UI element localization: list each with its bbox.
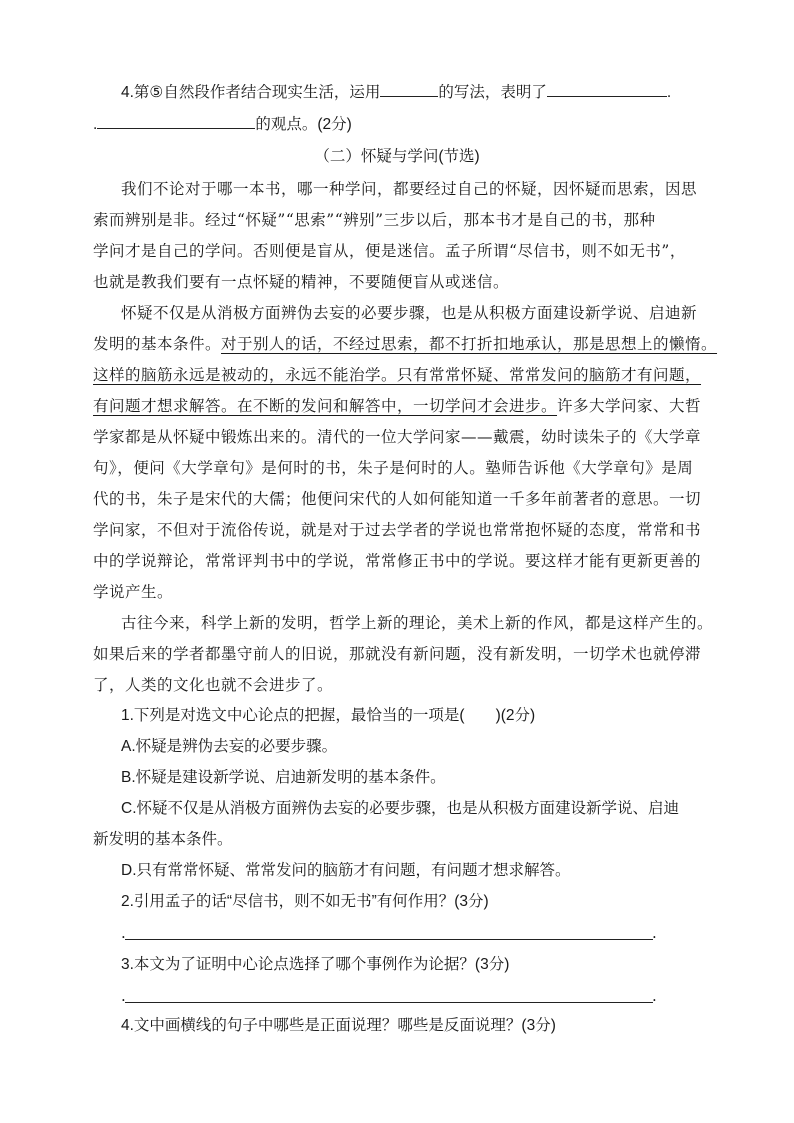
paragraph-2-line: 句》，便问《大学章句》是何时的书，朱子是何时的人。塾师告诉他《大学章句》是周: [93, 459, 694, 477]
answer-line-dot: .: [652, 924, 657, 942]
option-c-cont[interactable]: 新发明的基本条件。: [93, 831, 233, 848]
prev-q4-text-1: 4.第⑤自然段作者结合现实生活，运用: [121, 84, 381, 101]
paragraph-2-line: 学说产生。: [93, 583, 174, 601]
answer-blank[interactable]: [97, 112, 255, 129]
answer-line-dot: .: [121, 924, 126, 942]
paragraph-1-line: 索而辨别是非。经过“怀疑”“思索”“辨别”三步以后，那本书才是自己的书，那种: [93, 211, 656, 229]
answer-blank[interactable]: [547, 80, 667, 97]
paragraph-2-line: [93, 333, 794, 355]
question-2: 2.引用孟子的话“尽信书，则不如无书”有何作用？(3分): [121, 893, 489, 910]
passage-title: （二）怀疑与学问(节选): [314, 148, 480, 165]
paragraph-2-text: 发明的基本条件。: [93, 335, 222, 353]
answer-line-dot: .: [121, 987, 126, 1005]
option-d[interactable]: D.只有常常怀疑、常常发问的脑筋才有问题，有问题才想求解答。: [121, 862, 571, 879]
answer-blank[interactable]: [380, 80, 438, 97]
paragraph-2-line: 怀疑不仅是从消极方面辨伪去妄的必要步骤，也是从积极方面建设新学说、启迪新: [121, 304, 698, 322]
underlined-sentence: 这样的脑筋永远是被动的，永远不能治学。只有常常怀疑、常常发问的脑筋才有问题，: [93, 366, 702, 384]
option-a[interactable]: A.怀疑是辨伪去妄的必要步骤。: [121, 738, 338, 755]
answer-line[interactable]: [125, 939, 653, 940]
prev-q4-text-2: 的写法，表明了: [438, 84, 547, 101]
question-1: 1.下列是对选文中心论点的把握，最恰当的一项是( )(2分): [121, 707, 536, 724]
underlined-sentence: 有问题才想求解答。在不断的发问和解答中，一切学问才会进步。: [93, 397, 558, 415]
answer-line[interactable]: [125, 1002, 653, 1003]
question-3: 3.本文为了证明中心论点选择了哪个事例作为论据？(3分): [121, 956, 510, 973]
paragraph-3-line: 如果后来的学者都墨守前人的旧说，那就没有新问题，没有新发明，一切学术也就停滞: [93, 645, 702, 663]
prev-q4-dot: .: [666, 84, 672, 101]
question-4: 4.文中画横线的句子中哪些是正面说理？哪些是反面说理？(3分): [121, 1017, 556, 1034]
answer-line-dot: .: [652, 987, 657, 1005]
paragraph-3-line: 古往今来，科学上新的发明，哲学上新的理论，美术上新的作风，都是这样产生的。: [121, 614, 714, 632]
prev-q4-text-4: 的观点。(2分): [255, 116, 352, 133]
prev-q4-dot-lead: .: [93, 116, 98, 133]
paragraph-2-line: 学家都是从怀疑中锻炼出来的。清代的一位大学问家——戴震，幼时读朱子的《大学章: [93, 428, 702, 446]
prev-question-4: [121, 80, 794, 104]
prev-question-4-cont: [93, 112, 794, 136]
paragraph-3-line: 了，人类的文化也就不会进步了。: [93, 676, 334, 694]
paragraph-2-text: 许多大学问家、大哲: [557, 397, 702, 415]
option-c[interactable]: C.怀疑不仅是从消极方面辨伪去妄的必要步骤，也是从积极方面建设新学说、启迪: [121, 800, 680, 817]
paragraph-2-line: 中的学说辩论，常常评判书中的学说，常常修正书中的学说。要这样才能有更新更善的: [93, 552, 702, 570]
paragraph-1-line: 我们不论对于哪一本书，哪一种学问，都要经过自己的怀疑，因怀疑而思索，因思: [121, 180, 698, 198]
paragraph-2-line: [93, 395, 794, 417]
paragraph-1-line: 学问才是自己的学问。否则便是盲从，便是迷信。孟子所谓“尽信书，则不如无书”，: [93, 242, 686, 260]
option-b[interactable]: B.怀疑是建设新学说、启迪新发明的基本条件。: [121, 769, 446, 786]
paragraph-2-line: 代的书，朱子是宋代的大儒；他便问宋代的人如何能知道一千多年前著者的意思。一切: [93, 490, 702, 508]
paragraph-2-line: 学问家，不但对于流俗传说，就是对于过去学者的学说也常常抱怀疑的态度，常常和书: [93, 521, 702, 539]
underlined-sentence: 对于别人的话，不经过思索，都不打折扣地承认，那是思想上的懒惰。: [221, 335, 718, 353]
paragraph-1-line: 也就是教我们要有一点怀疑的精神，不要随便盲从或迷信。: [93, 273, 510, 291]
